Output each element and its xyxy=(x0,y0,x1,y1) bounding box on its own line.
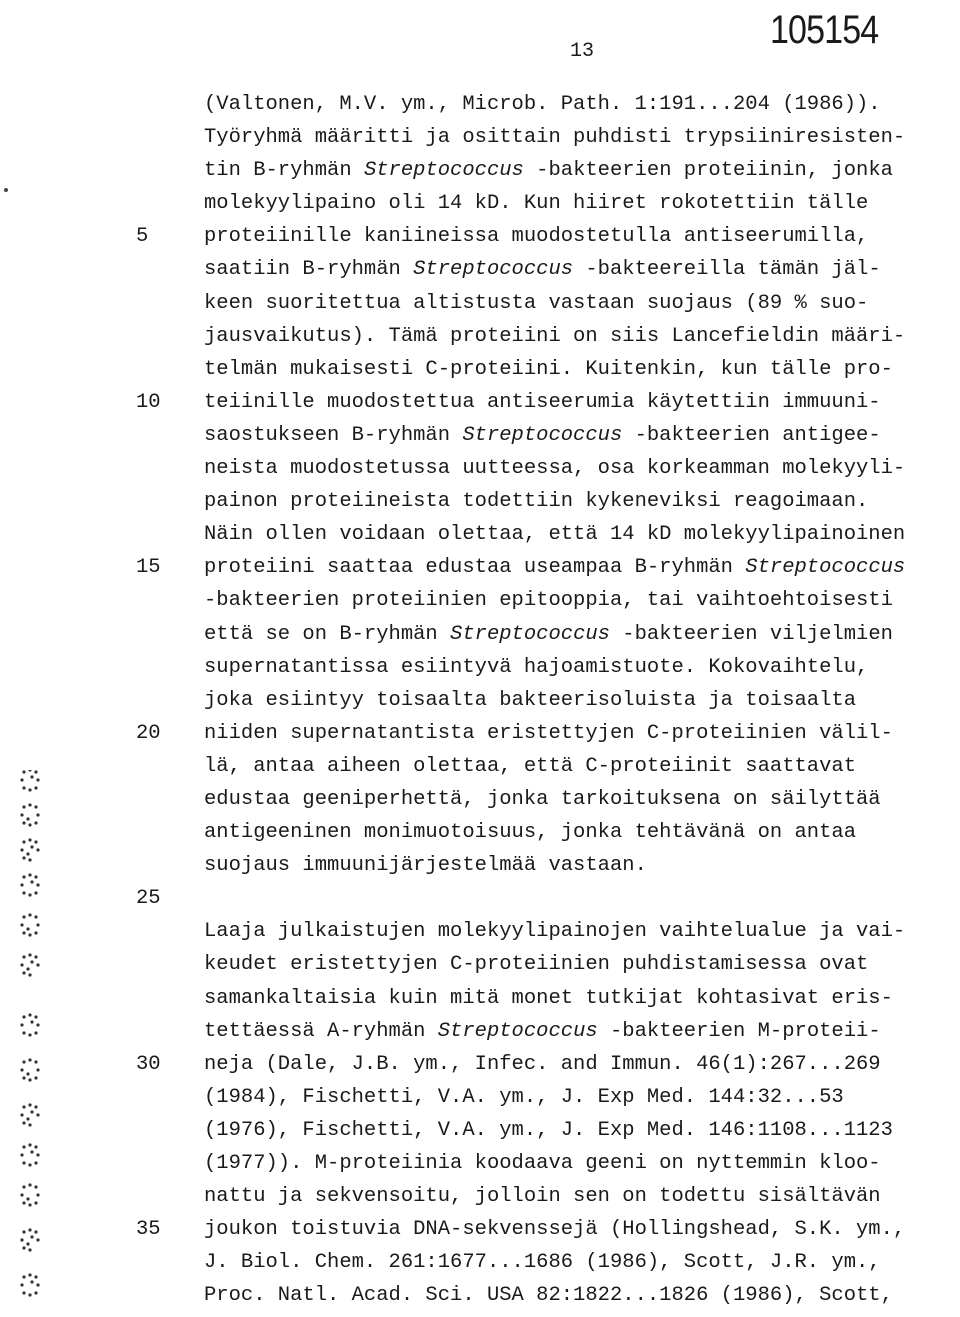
margin-dot xyxy=(30,1020,33,1023)
text-line xyxy=(204,518,960,551)
text-line xyxy=(204,253,960,286)
margin-dot xyxy=(22,856,25,859)
text-run: teiinille muodostettua antiseerumia käytettiin immuuni- xyxy=(204,390,881,414)
text-line xyxy=(204,353,960,386)
margin-dot xyxy=(22,971,25,974)
margin-dot xyxy=(26,1197,29,1200)
margin-mark xyxy=(4,188,8,192)
margin-dot xyxy=(28,1078,31,1081)
margin-dot xyxy=(22,821,25,824)
margin-dot xyxy=(34,875,37,878)
margin-dot xyxy=(34,891,37,894)
text-line xyxy=(204,220,960,253)
text-line xyxy=(204,154,960,187)
margin-dot xyxy=(28,1273,31,1276)
margin-dot xyxy=(34,770,37,773)
margin-dot xyxy=(36,1023,39,1026)
text-run: Proc. Natl. Acad. Sci. USA 82:1822...1826 (1986), Scott, xyxy=(204,1284,893,1308)
margin-dot xyxy=(26,927,29,930)
text-run: (1977)). M-proteiinia koodaava geeni on nyttemmin kloo- xyxy=(204,1152,881,1175)
text-run: -bakteereilla tämän jäl- xyxy=(573,258,881,282)
margin-dot xyxy=(36,1068,39,1071)
margin-dot xyxy=(28,933,31,936)
margin-dot xyxy=(28,1183,31,1186)
margin-dot xyxy=(34,805,37,808)
margin-dot xyxy=(36,963,39,966)
margin-dot xyxy=(30,1235,33,1238)
margin-dot xyxy=(20,883,23,886)
species-name: Streptococcus xyxy=(363,159,524,183)
text-run: -bakteerien M-proteii- xyxy=(597,1019,881,1043)
margin-dot xyxy=(28,913,31,916)
margin-dot xyxy=(22,891,25,894)
margin-dot xyxy=(20,963,23,966)
margin-dot xyxy=(28,1123,31,1126)
margin-dot xyxy=(28,803,31,806)
margin-dot xyxy=(36,1283,39,1286)
margin-dot xyxy=(34,1105,37,1108)
text-line xyxy=(204,1048,960,1081)
text-run: Laaja julkaistujen molekyylipainojen vaihtelualue ja vai- xyxy=(204,920,906,944)
text-line xyxy=(204,982,960,1015)
text-run: keen suoritettua altistusta vastaan suojaus (89 % suo- xyxy=(204,291,869,315)
text-run: lä, antaa aiheen olettaa, että C-proteiinit saattavat xyxy=(204,754,857,778)
species-name: Streptococcus xyxy=(462,423,623,447)
margin-dot xyxy=(36,848,39,851)
margin-dot xyxy=(34,1161,37,1164)
margin-dot xyxy=(22,1275,25,1278)
margin-dot xyxy=(28,1033,31,1036)
species-name: Streptococcus xyxy=(450,622,610,646)
text-line xyxy=(204,1213,960,1246)
margin-dot xyxy=(34,840,37,843)
text-run: -bakteerien proteiinien epitooppia, tai vaihtoehtoisesti xyxy=(204,589,893,613)
text-line xyxy=(204,88,960,121)
margin-dot xyxy=(22,1291,25,1294)
margin-dot xyxy=(28,1143,31,1146)
margin-dot xyxy=(34,931,37,934)
margin-dot xyxy=(34,1291,37,1294)
margin-dot xyxy=(28,1103,31,1106)
text-line xyxy=(204,386,960,419)
margin-dot xyxy=(22,1031,25,1034)
text-line xyxy=(204,320,960,353)
margin-dot xyxy=(34,821,37,824)
text-line xyxy=(204,287,960,320)
margin-dot xyxy=(20,1023,23,1026)
margin-dot xyxy=(30,1110,33,1113)
margin-dot xyxy=(28,770,31,772)
margin-dot xyxy=(20,1113,23,1116)
margin-dot xyxy=(28,973,31,976)
text-run: telmän mukaisesti C-proteiini. Kuitenkin, kun tälle pro- xyxy=(204,357,893,381)
text-line xyxy=(204,419,960,452)
margin-dot xyxy=(34,1031,37,1034)
text-run: supernatantissa esiintyvä hajoamistuote. Kokovaihtelu, xyxy=(204,655,869,679)
margin-dot xyxy=(22,1015,25,1018)
margin-dot xyxy=(36,1238,39,1241)
text-run: tettäessä A-ryhmän xyxy=(204,1019,438,1043)
text-run: suojaus immuunijärjestelmää vastaan. xyxy=(204,854,647,878)
margin-dot xyxy=(22,1161,25,1164)
text-run: niiden supernatantista eristettyjen C-proteiinien välil- xyxy=(204,721,893,745)
species-name: Streptococcus xyxy=(413,258,574,282)
margin-dot xyxy=(34,1201,37,1204)
text-run: edustaa geeniperhettä, jonka tarkoituksena on säilyttää xyxy=(204,787,881,811)
text-line xyxy=(204,915,960,948)
margin-dot xyxy=(34,1060,37,1063)
text-line xyxy=(204,1081,960,1114)
margin-dot xyxy=(20,923,23,926)
page-number: 13 xyxy=(570,40,595,63)
margin-dot xyxy=(20,1238,23,1241)
margin-dot xyxy=(20,1193,23,1196)
text-run: saatiin B-ryhmän xyxy=(204,258,414,282)
text-line xyxy=(204,948,960,981)
margin-dot xyxy=(28,823,31,826)
margin-dot xyxy=(22,1076,25,1079)
text-run: antigeeninen monimuotoisuus, jonka tehtävänä on antaa xyxy=(204,821,857,845)
patent-number: 105154 xyxy=(770,8,879,52)
line-number: 30 xyxy=(136,1052,161,1076)
paragraph-gap xyxy=(204,882,960,915)
margin-dot xyxy=(36,1153,39,1156)
margin-dot xyxy=(30,1150,33,1153)
margin-dot xyxy=(36,1193,39,1196)
text-run: samankaltaisia kuin mitä monet tutkijat kohtasivat eris- xyxy=(204,986,893,1010)
margin-dot xyxy=(20,848,23,851)
margin-dot xyxy=(22,1230,25,1233)
text-run: molekyylipaino oli 14 kD. Kun hiiret rokotettiin tälle xyxy=(204,192,869,216)
margin-dot xyxy=(22,955,25,958)
margin-dot xyxy=(20,1283,23,1286)
text-run: keudet eristettyjen C-proteiinien puhdistamisessa ovat xyxy=(204,953,869,977)
text-line xyxy=(204,1147,960,1180)
margin-dot xyxy=(36,923,39,926)
text-run: neista muodostetussa uutteessa, osa korkeamman molekyyli- xyxy=(204,457,906,481)
margin-dot xyxy=(22,931,25,934)
margin-dot xyxy=(26,967,29,970)
margin-dot xyxy=(28,1013,31,1016)
text-line xyxy=(204,684,960,717)
margin-dot xyxy=(28,1293,31,1296)
text-line xyxy=(204,1180,960,1213)
margin-dot xyxy=(22,1105,25,1108)
margin-dot xyxy=(30,880,33,883)
margin-dot xyxy=(34,1145,37,1148)
text-line xyxy=(204,717,960,750)
margin-dot xyxy=(34,1230,37,1233)
text-run: jausvaikutus). Tämä proteiini on siis Lancefieldin määri- xyxy=(204,324,906,348)
margin-dot xyxy=(28,1058,31,1061)
text-run: painon proteiineista todettiin kykeneviksi reagoimaan. xyxy=(204,490,869,514)
text-run: Näin ollen voidaan olettaa, että 14 kD molekyylipainoinen xyxy=(204,523,906,547)
text-run: J. Biol. Chem. 261:1677...1686 (1986), Scott, J.R. ym., xyxy=(204,1251,881,1275)
line-number: 10 xyxy=(136,390,161,414)
line-number: 25 xyxy=(136,887,161,911)
line-number: 15 xyxy=(136,556,161,580)
margin-dot xyxy=(22,1246,25,1249)
margin-dot xyxy=(20,1068,23,1071)
line-number: 20 xyxy=(136,721,161,745)
margin-dot xyxy=(26,852,29,855)
text-run: (1976), Fischetti, V.A. ym., J. Exp Med. 146:1108...1123 xyxy=(204,1118,893,1142)
margin-dot xyxy=(22,1060,25,1063)
margin-dot xyxy=(20,778,23,781)
margin-dot xyxy=(28,838,31,841)
text-line xyxy=(204,783,960,816)
text-run: (Valtonen, M.V. ym., Microb. Path. 1:191...204 (1986)). xyxy=(204,93,881,116)
text-line xyxy=(204,1114,960,1147)
body-text xyxy=(204,88,960,1312)
margin-dot xyxy=(34,1185,37,1188)
text-line xyxy=(204,584,960,617)
margin-dot xyxy=(36,1113,39,1116)
margin-dot xyxy=(22,1121,25,1124)
text-run: nattu ja sekvensoitu, jolloin sen on todettu sisältävän xyxy=(204,1185,881,1209)
text-line xyxy=(204,816,960,849)
text-line xyxy=(204,551,960,584)
text-run: proteiinille kaniineissa muodostetulla antiseerumilla, xyxy=(204,225,869,249)
margin-dot xyxy=(30,775,33,778)
margin-dot xyxy=(36,778,39,781)
margin-dot xyxy=(22,1185,25,1188)
line-number: 35 xyxy=(136,1218,161,1242)
margin-dot xyxy=(28,1228,31,1231)
text-run: neja (Dale, J.B. ym., Infec. and Immun. 46(1):267...269 xyxy=(204,1052,881,1076)
text-run: että se on B-ryhmän xyxy=(204,622,451,646)
text-line xyxy=(204,1279,960,1312)
margin-dot xyxy=(28,1248,31,1251)
text-line xyxy=(204,618,960,651)
margin-dot xyxy=(22,1201,25,1204)
margin-dot xyxy=(30,960,33,963)
text-line xyxy=(204,651,960,684)
margin-dot xyxy=(26,1117,29,1120)
text-line xyxy=(204,452,960,485)
line-number: 5 xyxy=(136,225,149,249)
margin-dot xyxy=(34,786,37,789)
margin-dot xyxy=(22,805,25,808)
text-line xyxy=(204,187,960,220)
species-name: Streptococcus xyxy=(437,1019,598,1043)
margin-dot xyxy=(28,858,31,861)
margin-dot xyxy=(28,873,31,876)
margin-dot xyxy=(20,813,23,816)
margin-dot xyxy=(20,1153,23,1156)
margin-dot xyxy=(28,893,31,896)
text-run: -bakteerien viljelmien xyxy=(609,622,893,646)
text-run: Työryhmä määritti ja osittain puhdisti trypsiiniresisten- xyxy=(204,126,906,150)
species-name: Streptococcus xyxy=(745,556,906,580)
margin-dot xyxy=(26,1242,29,1245)
margin-dot xyxy=(22,770,25,773)
margin-dot xyxy=(28,953,31,956)
margin-dot xyxy=(22,840,25,843)
margin-dot xyxy=(30,845,33,848)
margin-dot xyxy=(28,1203,31,1206)
text-run: -bakteerien antigee- xyxy=(622,423,881,447)
margin-dot xyxy=(22,786,25,789)
margin-dot xyxy=(28,788,31,791)
margin-dot xyxy=(28,1163,31,1166)
margin-dot xyxy=(30,1280,33,1283)
margin-dot xyxy=(26,817,29,820)
margin-dot xyxy=(34,1015,37,1018)
text-run: proteiini saattaa edustaa useampaa B-ryhmän xyxy=(204,556,746,580)
margin-dot xyxy=(26,1072,29,1075)
text-line xyxy=(204,849,960,882)
margin-dot xyxy=(34,1076,37,1079)
text-run: tin B-ryhmän xyxy=(204,159,364,183)
margin-dot xyxy=(36,883,39,886)
text-run: joka esiintyy toisaalta bakteerisoluista ja toisaalta xyxy=(204,688,857,712)
text-line xyxy=(204,121,960,154)
margin-dot xyxy=(22,875,25,878)
text-line xyxy=(204,485,960,518)
text-run: -bakteerien proteiinin, jonka xyxy=(523,159,893,183)
text-run: saostukseen B-ryhmän xyxy=(204,423,463,447)
margin-dot xyxy=(22,1145,25,1148)
margin-dot xyxy=(36,813,39,816)
margin-dot xyxy=(34,1275,37,1278)
margin-dot xyxy=(34,955,37,958)
margin-dot xyxy=(34,915,37,918)
text-line xyxy=(204,1246,960,1279)
margin-dot-pattern xyxy=(0,770,80,1310)
text-run: (1984), Fischetti, V.A. ym., J. Exp Med. 144:32...53 xyxy=(204,1085,844,1109)
text-line xyxy=(204,1015,960,1048)
text-run: joukon toistuvia DNA-sekvenssejä (Hollingshead, S.K. ym., xyxy=(204,1218,906,1242)
text-line xyxy=(204,750,960,783)
margin-dot xyxy=(22,915,25,918)
